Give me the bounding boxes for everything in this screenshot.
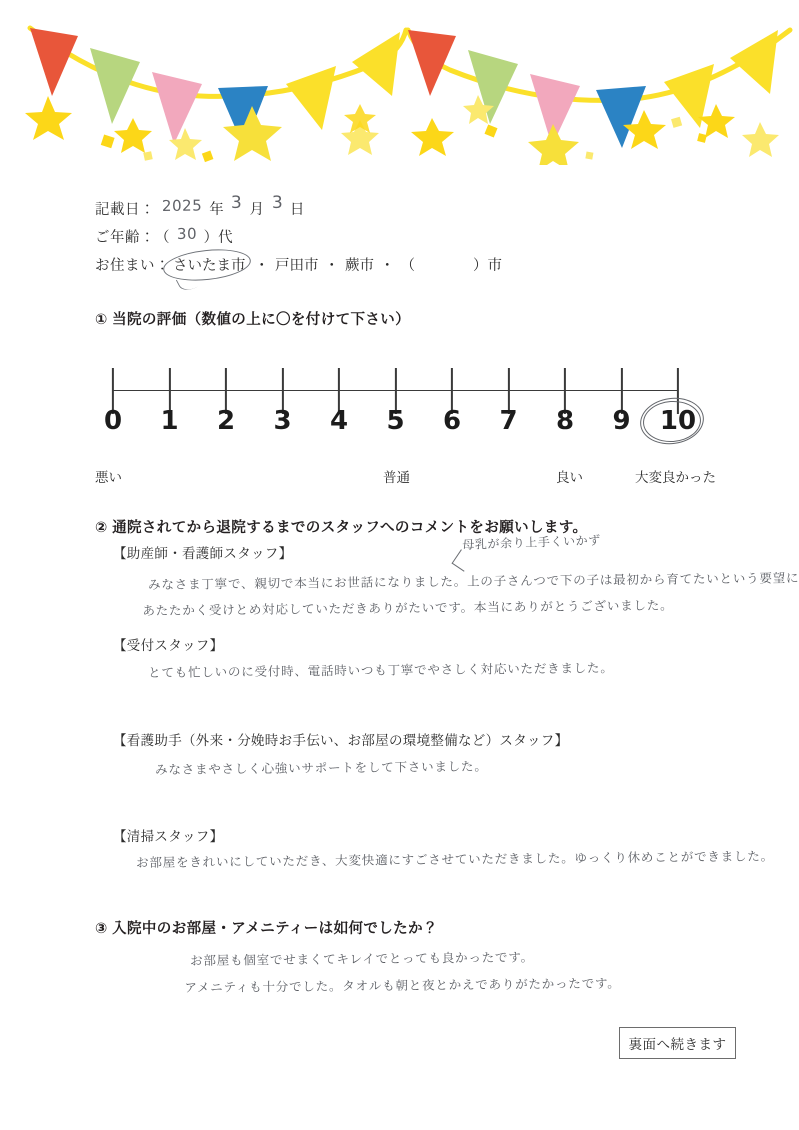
residence-separator-2: ・ bbox=[324, 258, 339, 274]
age-value: 30 bbox=[176, 224, 197, 243]
scale-anchor-label-good: 良い bbox=[556, 470, 583, 485]
handwritten-answer-midwife-nurse bbox=[142, 565, 799, 624]
residence-option-toda[interactable]: 戸田市 bbox=[275, 258, 319, 274]
confetti-stars-group bbox=[25, 95, 779, 165]
continue-on-back-label: 裏面へ続きます bbox=[628, 1037, 727, 1052]
handwritten-answer-nursing-assistant bbox=[155, 754, 488, 783]
continue-on-back-button[interactable] bbox=[619, 1027, 736, 1059]
residence-row bbox=[95, 254, 715, 282]
scale-number-8[interactable]: 8 bbox=[555, 406, 575, 436]
scale-number-7[interactable]: 7 bbox=[499, 406, 518, 436]
month-unit-label: 月 bbox=[249, 202, 265, 218]
handwritten-answer-reception bbox=[148, 655, 614, 686]
residence-label: お住まい： bbox=[95, 258, 170, 274]
staff-group-label-midwife-nurse: 【助産師・看護師スタッフ】 bbox=[113, 546, 293, 561]
residence-option-other[interactable]: （ ）市 bbox=[400, 258, 502, 274]
scale-anchor-label-very-good: 大変良かった bbox=[635, 470, 716, 485]
residence-option-saitama-label: さいたま市 bbox=[173, 258, 246, 274]
entry-date-year-value: 2025 bbox=[161, 196, 203, 215]
residence-option-warabi[interactable]: 蕨市 bbox=[345, 258, 374, 274]
answer-line: お部屋も個室でせまくてキレイでとっても良かったです。 bbox=[190, 950, 535, 968]
answer-line: みなさまやさしく心強いサポートをして下さいました。 bbox=[155, 759, 488, 777]
answer-line: とても忙しいのに受付時、電話時いつも丁寧でやさしく対応いただきました。 bbox=[148, 661, 614, 680]
scale-anchor-label-bad: 悪い bbox=[95, 470, 122, 485]
handwritten-answer-cleaning bbox=[136, 843, 774, 876]
entry-date-month-value: 3 bbox=[231, 192, 243, 213]
year-unit-label: 年 bbox=[209, 202, 225, 218]
residence-option-saitama[interactable] bbox=[170, 254, 249, 275]
age-row bbox=[95, 226, 715, 254]
day-unit-label: 日 bbox=[289, 202, 305, 218]
party-bunting-decoration bbox=[0, 0, 799, 165]
age-label: ご年齢： bbox=[95, 230, 155, 246]
residence-separator-1: ・ bbox=[254, 258, 269, 274]
age-close-paren: ）代 bbox=[203, 230, 233, 246]
scale-number-1[interactable]: 1 bbox=[160, 406, 179, 436]
scale-number-10[interactable]: 10 bbox=[659, 406, 697, 436]
age-open-paren: （ bbox=[155, 230, 170, 246]
answer-line: みなさま丁寧で、親切で本当にお世話になりました。上の子さんつで下の子は最初から育てたいという要望に bbox=[148, 571, 799, 592]
scale-number-3[interactable]: 3 bbox=[273, 406, 292, 436]
scale-anchor-label-average: 普通 bbox=[383, 470, 410, 485]
entry-date-row bbox=[95, 192, 715, 226]
handwritten-insert-note-midwife: 母乳が余り上手くいかず bbox=[462, 533, 602, 552]
rating-scale-anchor-labels bbox=[95, 466, 735, 488]
answer-line: あたたかく受けとめ対応していただきありがたいです。本当にありがとうございました。 bbox=[142, 598, 674, 619]
entry-date-label: 記載日： bbox=[95, 202, 155, 218]
residence-separator-3: ・ bbox=[380, 258, 395, 274]
staff-group-label-reception: 【受付スタッフ】 bbox=[113, 638, 224, 653]
scale-number-0[interactable]: 0 bbox=[103, 406, 123, 436]
form-meta-fields bbox=[95, 192, 715, 282]
answer-line: お部屋をきれいにしていただき、大変快適にすごさせていただきました。ゆっくり休めことができました。 bbox=[136, 849, 774, 870]
answer-line: アメニティも十分でした。タオルも朝と夜とかえでありがたかったです。 bbox=[184, 976, 621, 996]
staff-group-label-nursing-assistant: 【看護助手（外来・分娩時お手伝い、お部屋の環境整備など）スタッフ】 bbox=[113, 733, 569, 748]
scale-number-4[interactable]: 4 bbox=[329, 406, 349, 436]
question-3-heading: ③ 入院中のお部屋・アメニティーは如何でしたか？ bbox=[95, 921, 438, 937]
question-1-heading: ① 当院の評価（数値の上に〇を付けて下さい） bbox=[95, 312, 411, 328]
staff-group-label-cleaning: 【清掃スタッフ】 bbox=[113, 829, 224, 844]
scale-number-2[interactable]: 2 bbox=[216, 406, 236, 436]
scale-number-5[interactable]: 5 bbox=[386, 406, 405, 436]
question-2-heading: ② 通院されてから退院するまでのスタッフへのコメントをお願いします。 bbox=[95, 520, 588, 536]
entry-date-day-value: 3 bbox=[271, 192, 283, 213]
handwritten-answer-room-amenities bbox=[184, 943, 621, 1002]
scale-number-9[interactable]: 9 bbox=[612, 406, 631, 436]
scale-number-6[interactable]: 6 bbox=[442, 406, 462, 436]
rating-scale-numbers[interactable] bbox=[103, 406, 697, 440]
